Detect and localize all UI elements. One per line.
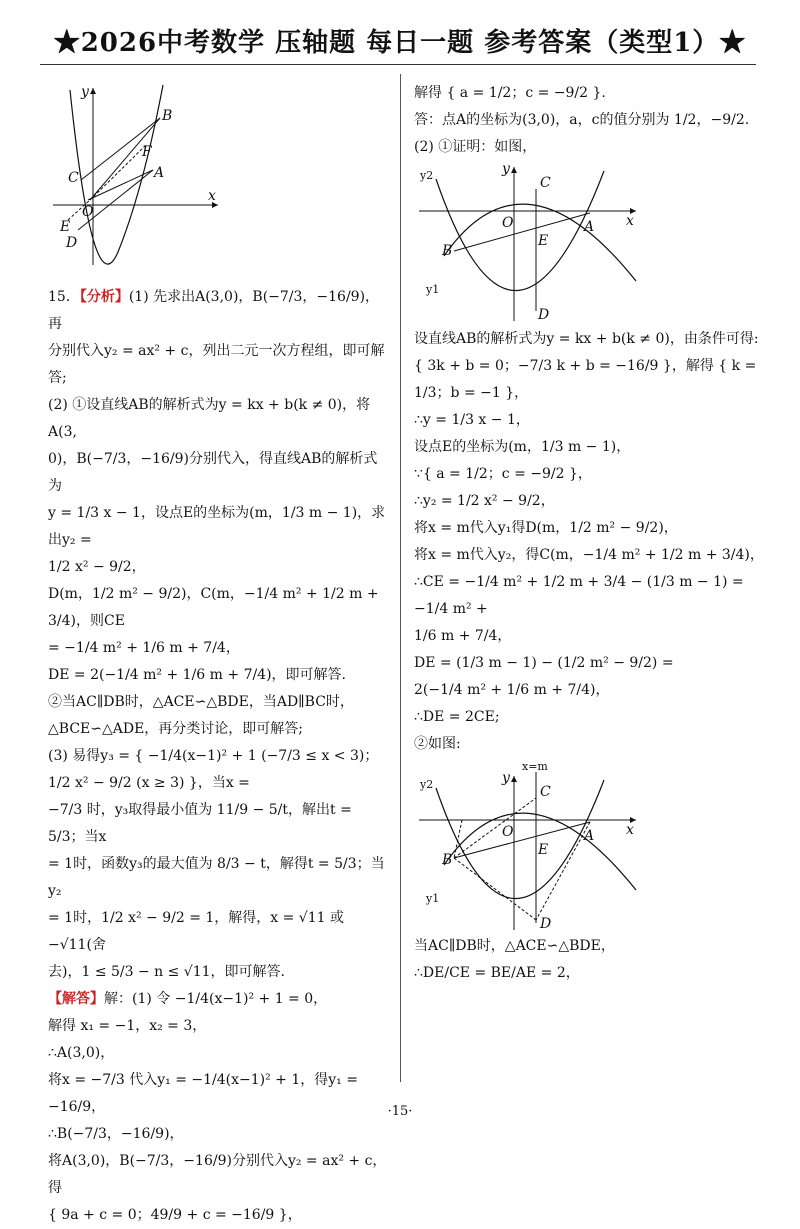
left-line: DE = 2(−1/4 m² + 1/6 m + 7/4)，即可解答.: [48, 667, 347, 683]
left-line: 答;: [48, 370, 67, 386]
left-line: 去)，1 ≤ 5/3 − n ≤ √11，即可解答.: [48, 964, 285, 980]
left-line: = 1时，函数y₃的最大值为 8/3 − t，解得t = 5/3；当y₂: [48, 856, 385, 899]
fig1-label-f: F: [142, 144, 152, 160]
figure-3-two-parabolas-dashed: [414, 758, 644, 933]
left-line: 1/2 x² − 9/2，: [48, 559, 146, 575]
page-number: ·15·: [387, 1104, 413, 1119]
left-line: ∴B(−7/3，−16/9)，: [48, 1126, 184, 1142]
fig2-label-o: O: [502, 215, 514, 231]
fig3-label-y: y: [502, 770, 510, 786]
fig2-label-e: E: [538, 233, 549, 249]
fig1-label-x: x: [208, 188, 216, 204]
fig3-label-y2: y2: [420, 778, 434, 791]
fig3-label-c: C: [540, 784, 551, 800]
fig3-label-o: O: [502, 824, 514, 840]
fig2-label-d: D: [538, 307, 550, 323]
fig2-label-c: C: [540, 175, 551, 191]
left-line: 将x = −7/3 代入y₁ = −1/4(x−1)² + 1，得y₁ = −16/9，: [48, 1072, 358, 1115]
fig1-label-o: O: [82, 204, 94, 220]
right-mid-line: 设直线AB的解析式为y = kx + b(k ≠ 0)，由条件可得:: [414, 331, 759, 347]
left-line: (3) 易得y₃ = { −1/4(x−1)² + 1 (−7/3 ≤ x < 3)；1/2 x² − 9/2 (x ≥ 3) }，当x =: [48, 748, 379, 791]
left-line: 0)，B(−7/3，−16/9)分别代入，得直线AB的解析式为: [48, 451, 378, 494]
left-line: = 1时，1/2 x² − 9/2 = 1，解得，x = √11 或 −√11(舍: [48, 910, 344, 953]
fig3-label-a: A: [584, 828, 595, 844]
right-column: [414, 80, 764, 987]
left-line: △BCE∽△ADE，再分类讨论，即可解答;: [48, 721, 304, 737]
section-tag: 【分析】: [79, 289, 129, 305]
left-line: { 9a + c = 0；49/9 + c = −16/9 }，: [48, 1207, 302, 1223]
left-column: [48, 80, 390, 1229]
left-line: −7/3 时，y₃取得最小值为 11/9 − 5/t，解出t = 5/3；当x: [48, 802, 352, 845]
fig3-label-y1: y1: [426, 892, 440, 905]
right-mid-line: 将x = m代入y₁得D(m，1/2 m² − 9/2)，: [414, 520, 678, 536]
fig2-label-y1: y1: [426, 283, 440, 296]
left-line: y = 1/3 x − 1，设点E的坐标为(m，1/3 m − 1)，求出y₂ =: [48, 505, 386, 548]
right-mid-line: ∵{ a = 1/2；c = −9/2 }，: [414, 466, 592, 482]
right-mid-line: 1/6 m + 7/4，: [414, 628, 512, 644]
fig1-label-c: C: [68, 170, 79, 186]
right-mid-line: ∴DE = 2CE;: [414, 709, 500, 725]
fig1-label-a: A: [154, 165, 165, 181]
right-top-line: 答：点A的坐标为(3,0)，a，c的值分别为 1/2，−9/2.: [414, 112, 750, 128]
fig2-label-a: A: [584, 219, 595, 235]
left-line: 【解答】解：(1) 令 −1/4(x−1)² + 1 = 0，: [48, 991, 328, 1007]
fig2-label-y2: y2: [420, 169, 434, 182]
left-line: D(m，1/2 m² − 9/2)，C(m，−1/4 m² + 1/2 m + 3/4)，则CE: [48, 586, 379, 629]
right-mid-line: 设点E的坐标为(m，1/3 m − 1)，: [414, 439, 631, 455]
right-top-line: (2) ①证明：如图，: [414, 139, 537, 155]
page-header: ★2026中考数学 压轴题 每日一题 参考答案（类型1）★: [53, 28, 747, 58]
fig2-label-b: B: [442, 243, 453, 259]
left-line: ②当AC∥DB时，△ACE∽△BDE，当AD∥BC时，: [48, 694, 354, 710]
fig1-label-e: E: [60, 219, 71, 235]
right-top-line: 解得 { a = 1/2；c = −9/2 }.: [414, 85, 606, 101]
fig2-label-y: y: [502, 161, 510, 177]
left-line: 分别代入y₂ = ax² + c，列出二元一次方程组，即可解: [48, 343, 385, 359]
fig2-label-x: x: [626, 213, 634, 229]
figure-2-two-parabolas: [414, 161, 644, 326]
left-line: = −1/4 m² + 1/6 m + 7/4，: [48, 640, 240, 656]
left-line: ∴A(3,0)，: [48, 1045, 115, 1061]
right-mid-line: ∴y₂ = 1/2 x² − 9/2，: [414, 493, 555, 509]
right-mid-line: 2(−1/4 m² + 1/6 m + 7/4)，: [414, 682, 610, 698]
fig3-label-x: x: [626, 822, 634, 838]
right-mid-line: DE = (1/3 m − 1) − (1/2 m² − 9/2) =: [414, 655, 674, 671]
fig3-label-d: D: [540, 916, 552, 932]
fig1-label-d: D: [66, 235, 78, 251]
fig3-label-e: E: [538, 842, 549, 858]
fig3-label-x-eq-m: x=m: [522, 760, 548, 773]
right-bottom-line: ∴DE/CE = BE/AE = 2，: [414, 965, 580, 981]
column-divider: [400, 74, 401, 1082]
fig1-label-y: y: [81, 84, 89, 100]
right-mid-line: { 3k + b = 0；−7/3 k + b = −16/9 }，解得 { k = 1/3；b = −1 }，: [414, 358, 757, 401]
right-mid-line: 将x = m代入y₂，得C(m，−1/4 m² + 1/2 m + 3/4)，: [414, 547, 764, 563]
right-bottom-line: 当AC∥DB时，△ACE∽△BDE，: [414, 938, 615, 954]
fig1-label-b: B: [162, 108, 173, 124]
left-line: (2) ①设直线AB的解析式为y = kx + b(k ≠ 0)，将A(3,: [48, 397, 371, 440]
figure-1-parabola-lines: [48, 80, 248, 270]
header-rule: [40, 64, 756, 65]
fig3-label-b: B: [442, 852, 453, 868]
left-line: 解得 x₁ = −1，x₂ = 3，: [48, 1018, 207, 1034]
right-mid-line: ∴y = 1/3 x − 1，: [414, 412, 530, 428]
left-line: 15．【分析】(1) 先求出A(3,0)，B(−7/3，−16/9)，再: [48, 289, 380, 332]
right-mid-line: ∴CE = −1/4 m² + 1/2 m + 3/4 − (1/3 m − 1) = −1/4 m² +: [414, 574, 744, 617]
section-tag: 【解答】: [48, 991, 104, 1007]
left-line: 将A(3,0)，B(−7/3，−16/9)分别代入y₂ = ax² + c，得: [48, 1153, 387, 1196]
right-mid-line: ②如图:: [414, 736, 461, 752]
